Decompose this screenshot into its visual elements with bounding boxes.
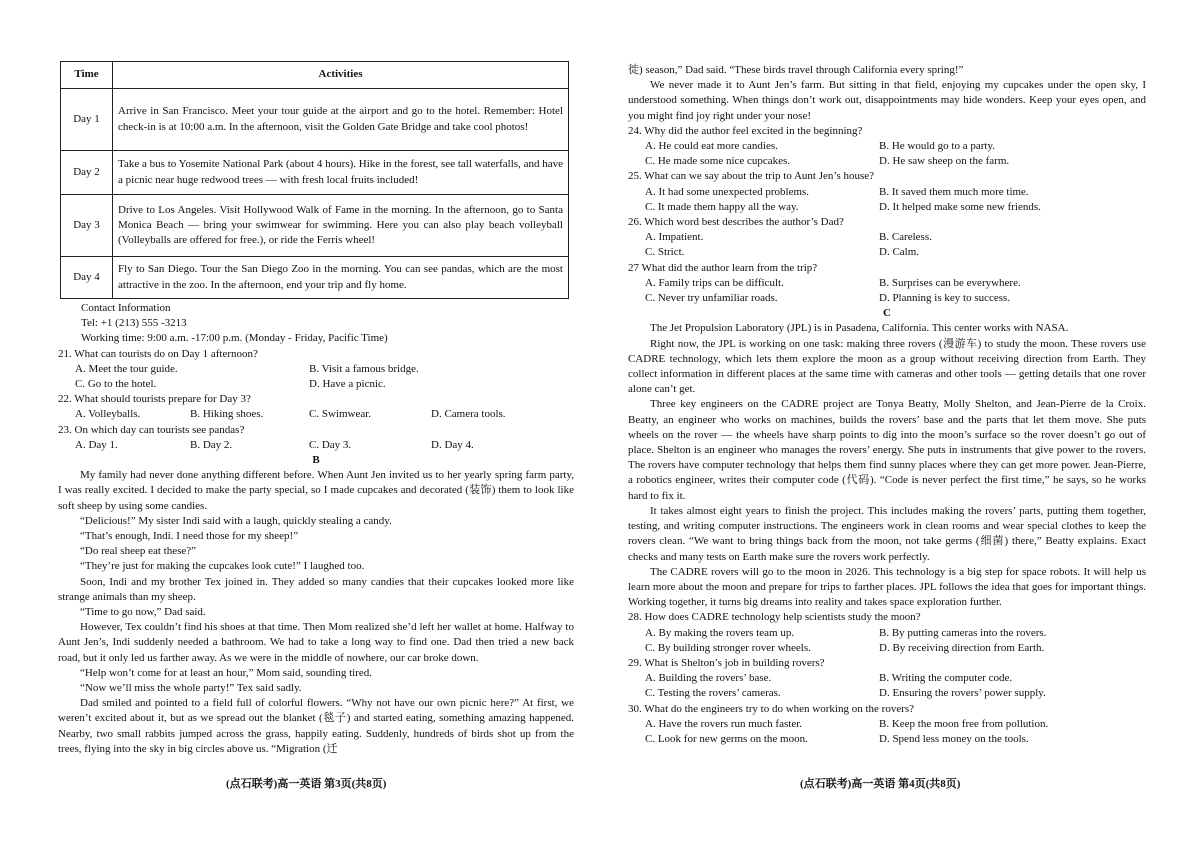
option-a[interactable]: A. Impatient. (645, 231, 704, 244)
option-b[interactable]: B. He would go to a party. (879, 140, 995, 153)
table-row (61, 195, 569, 257)
option-c[interactable]: C. Never try unfamiliar roads. (645, 292, 778, 305)
option-a[interactable]: A. By making the rovers team up. (645, 626, 795, 639)
option-d[interactable]: D. Planning is key to success. (879, 292, 1011, 305)
activity-cell: Fly to San Diego. Tour the San Diego Zoo in the morning. You can see pandas, which are the most attractive in the zoo. In the afternoon, end your trip and fly home. (113, 257, 569, 299)
option-a[interactable]: A. It had some unexpected problems. (645, 185, 810, 198)
question-27: 27 What did the author learn from the trip? (628, 261, 818, 274)
passage-b-paragraph: Dad smiled and pointed to a field full of colorful flowers. “Why not have our own picnic here?” At first, we weren’t excited about it, but as we spread out the blanket (毯子) and started eating, something amazing happened. Nearby, two small rabbits jumped across the grass, happily eating. Suddenly, hundreds of birds shot up from the trees, flying into the sky in big circles above us. “Migration (迁 (58, 697, 574, 755)
option-b[interactable]: B. Hiking shoes. (190, 408, 264, 421)
option-b[interactable]: B. Writing the computer code. (879, 672, 1013, 685)
passage-b-paragraph: “Do real sheep eat these?” (80, 545, 197, 558)
option-a[interactable]: A. Family trips can be difficult. (645, 276, 784, 289)
question-30: 30. What do the engineers try to do when working on the rovers? (628, 702, 915, 715)
passage-c-paragraph: It takes almost eight years to finish the project. This includes making the rovers’ parts, putting them together, testing, and writing computer instructions. The engineers work in clean rooms and wear special clothes to keep the rovers clean. “We want to bring things back from the moon, not take germs (细菌) there,” Beatty explains. Exact checks and many tests on Earth make sure the rovers work perfectly. (628, 504, 1146, 563)
table-row (61, 89, 569, 151)
option-c[interactable]: C. Testing the rovers’ cameras. (645, 687, 781, 700)
option-a[interactable]: A. Volleyballs. (75, 408, 141, 421)
option-b[interactable]: B. Keep the moon free from pollution. (879, 717, 1049, 730)
option-d[interactable]: D. Ensuring the rovers’ power supply. (879, 687, 1046, 700)
activity-cell: Take a bus to Yosemite National Park (about 4 hours). Hike in the forest, see tall waterfalls, and have a picnic near huge redwood trees — with fresh local fruits included! (113, 151, 569, 195)
passage-c-paragraph: Right now, the JPL is working on one task: making three rovers (漫游车) to study the moon. These rovers use CADRE technology, which lets them explore the moon as a group without receiving direction from Earth. They collect information in different places at the same time with cameras and other tools — getting details that one rover alone can’t get. (628, 337, 1146, 396)
table-row (61, 151, 569, 195)
passage-c-paragraph: The Jet Propulsion Laboratory (JPL) is in Pasadena, California. This center works with NASA. (650, 322, 1069, 335)
option-c[interactable]: C. Look for new germs on the moon. (645, 732, 808, 745)
question-21: 21. What can tourists do on Day 1 afternoon? (58, 347, 258, 360)
option-b[interactable]: B. Careless. (879, 231, 932, 244)
passage-b-paragraph: My family had never done anything different before. When Aunt Jen invited us to her yearly spring farm party, I was really excited. I decided to make the party special, so I made cupcakes and decorated (装饰) them to look like soft sheep by using some candies. (58, 469, 574, 512)
question-24: 24. Why did the author feel excited in the beginning? (628, 124, 863, 137)
itinerary-table (60, 61, 569, 299)
activity-cell: Drive to Los Angeles. Visit Hollywood Walk of Fame in the morning. In the afternoon, go to Santa Monica Beach — bring your swimwear for swimming. Here you can also play beach volleyball (Volleyballs are offered for free.), or ride the Ferris wheel! (113, 195, 569, 257)
passage-b-paragraph: “Time to go now,” Dad said. (80, 606, 206, 619)
question-25-options (628, 185, 1146, 215)
left-page (58, 0, 574, 757)
section-c-heading: C (883, 307, 891, 320)
day-cell: Day 4 (61, 257, 113, 299)
activity-cell: Arrive in San Francisco. Meet your tour guide at the airport and go to the hotel. Remember: Hotel check-in is at 10:00 a.m. In the afternoon, visit the Golden Gate Bridge and take cool photos! (113, 89, 569, 151)
option-b[interactable]: B. By putting cameras into the rovers. (879, 626, 1047, 639)
option-a[interactable]: A. He could eat more candies. (645, 140, 778, 153)
option-c[interactable]: C. Swimwear. (309, 408, 372, 421)
question-22-options (58, 407, 574, 422)
passage-b-paragraph: “Help won’t come for at least an hour,” Mom said, sounding tired. (80, 666, 373, 679)
option-b[interactable]: B. Surprises can be everywhere. (879, 276, 1021, 289)
passage-b-paragraph: “Delicious!” My sister Indi said with a laugh, quickly stealing a candy. (80, 514, 392, 527)
option-c[interactable]: C. He made some nice cupcakes. (645, 155, 791, 168)
option-d[interactable]: D. Day 4. (431, 438, 474, 451)
question-23: 23. On which day can tourists see pandas? (58, 423, 245, 436)
option-d[interactable]: D. Have a picnic. (309, 378, 386, 391)
question-26-options (628, 230, 1146, 260)
option-d[interactable]: D. It helped make some new friends. (879, 200, 1041, 213)
section-b-heading: B (312, 454, 320, 467)
contact-hours: Working time: 9:00 a.m. -17:00 p.m. (Monday - Friday, Pacific Time) (81, 332, 388, 345)
option-a[interactable]: A. Day 1. (75, 438, 118, 451)
passage-b-paragraph: “They’re just for making the cupcakes look cute!” I laughed too. (80, 560, 365, 573)
contact-title: Contact Information (81, 302, 171, 314)
question-29: 29. What is Shelton’s job in building rovers? (628, 656, 825, 669)
question-29-options (628, 671, 1146, 701)
option-a[interactable]: A. Have the rovers run much faster. (645, 717, 803, 730)
day-cell: Day 3 (61, 195, 113, 257)
passage-c-paragraph: The CADRE rovers will go to the moon in 2026. This technology is a big step for space robots. It will help us learn more about the moon and prepare for trips to farther places. JPL follows the idea that goes for important things. Working together, it turns big dreams into reality and takes space exploration further. (628, 565, 1146, 609)
day-cell: Day 2 (61, 151, 113, 195)
option-a[interactable]: A. Meet the tour guide. (75, 362, 178, 375)
question-28: 28. How does CADRE technology help scientists study the moon? (628, 611, 921, 624)
option-b[interactable]: B. Visit a famous bridge. (309, 362, 419, 375)
question-23-options (58, 438, 574, 453)
question-30-options (628, 717, 1146, 747)
option-c[interactable]: C. Go to the hotel. (75, 378, 157, 391)
activities-header: Activities (113, 62, 569, 89)
left-page-footer: (点石联考)高一英语 第3页(共8页) (226, 778, 387, 790)
table-header-row (61, 62, 569, 89)
option-c[interactable]: C. Strict. (645, 246, 685, 259)
option-b[interactable]: B. It saved them much more time. (879, 185, 1029, 198)
passage-b-paragraph: However, Tex couldn’t find his shoes at that time. Then Mom realized she’d left her wallet at home. Halfway to Aunt Jen’s, Indi suddenly needed a bathroom. We had to take a long way to find one. Dad then tried a new back road, but it only led us farther away. As we were in the middle of nowhere, our car broke down. (58, 621, 574, 664)
right-page-footer: (点石联考)高一英语 第4页(共8页) (800, 778, 961, 790)
option-d[interactable]: D. By receiving direction from Earth. (879, 641, 1045, 654)
contact-tel: Tel: +1 (213) 555 -3213 (81, 317, 187, 330)
option-d[interactable]: D. Camera tools. (431, 408, 506, 421)
option-c[interactable]: C. Day 3. (309, 438, 352, 451)
time-header: Time (61, 62, 113, 89)
option-a[interactable]: A. Building the rovers’ base. (645, 672, 772, 685)
option-d[interactable]: D. Calm. (879, 246, 920, 259)
question-27-options (628, 276, 1146, 306)
option-c[interactable]: C. By building stronger rover wheels. (645, 641, 811, 654)
passage-b-paragraph: “Now we’ll miss the whole party!” Tex said sadly. (80, 682, 302, 695)
option-c[interactable]: C. It made them happy all the way. (645, 200, 799, 213)
passage-b-paragraph: “That’s enough, Indi. I need those for my sheep!” (80, 530, 299, 543)
option-d[interactable]: D. He saw sheep on the farm. (879, 155, 1010, 168)
passage-b-continuation: 徙) season,” Dad said. “These birds travel through California every spring!” (628, 64, 964, 76)
option-b[interactable]: B. Day 2. (190, 438, 233, 451)
day-cell: Day 1 (61, 89, 113, 151)
table-row (61, 257, 569, 299)
option-d[interactable]: D. Spend less money on the tools. (879, 732, 1029, 745)
question-21-options (58, 362, 574, 392)
question-22: 22. What should tourists prepare for Day 3? (58, 393, 251, 406)
question-28-options (628, 626, 1146, 656)
right-page (628, 0, 1146, 747)
passage-c-paragraph: Three key engineers on the CADRE project are Tonya Beatty, Molly Shelton, and Jean-Pierre de la Croix. Beatty, an engineer who works on machines, builds the rovers’ base and the parts that let them move. She puts wheels on the rover — the wheels have sharp points to dig into the moon’s surface so the rover doesn’t go out of place. Shelton is an engineer who manages the rovers’ energy. She puts in instruments that give power to the rovers. The rovers have computer technology that helps them find sunny places where they can get more power. Jean-Pierre, a robotics engineer, writes their computer code (代码). “Code is never perfect the first time,” he says, so he works hard to fix it. (628, 398, 1146, 502)
question-25: 25. What can we say about the trip to Aunt Jen’s house? (628, 170, 875, 183)
passage-b-paragraph: Soon, Indi and my brother Tex joined in. They added so many candies that their cupcakes looked more like strange animals than my sheep. (58, 575, 574, 603)
question-26: 26. Which word best describes the author’s Dad? (628, 216, 844, 229)
question-24-options (628, 139, 1146, 169)
passage-b-paragraph: We never made it to Aunt Jen’s farm. But sitting in that field, enjoying my cupcakes under the open sky, I understood something. When things don’t work out, disappointments may hide wonders. Keep your eyes open, and you might find joy right under your nose! (628, 79, 1146, 122)
